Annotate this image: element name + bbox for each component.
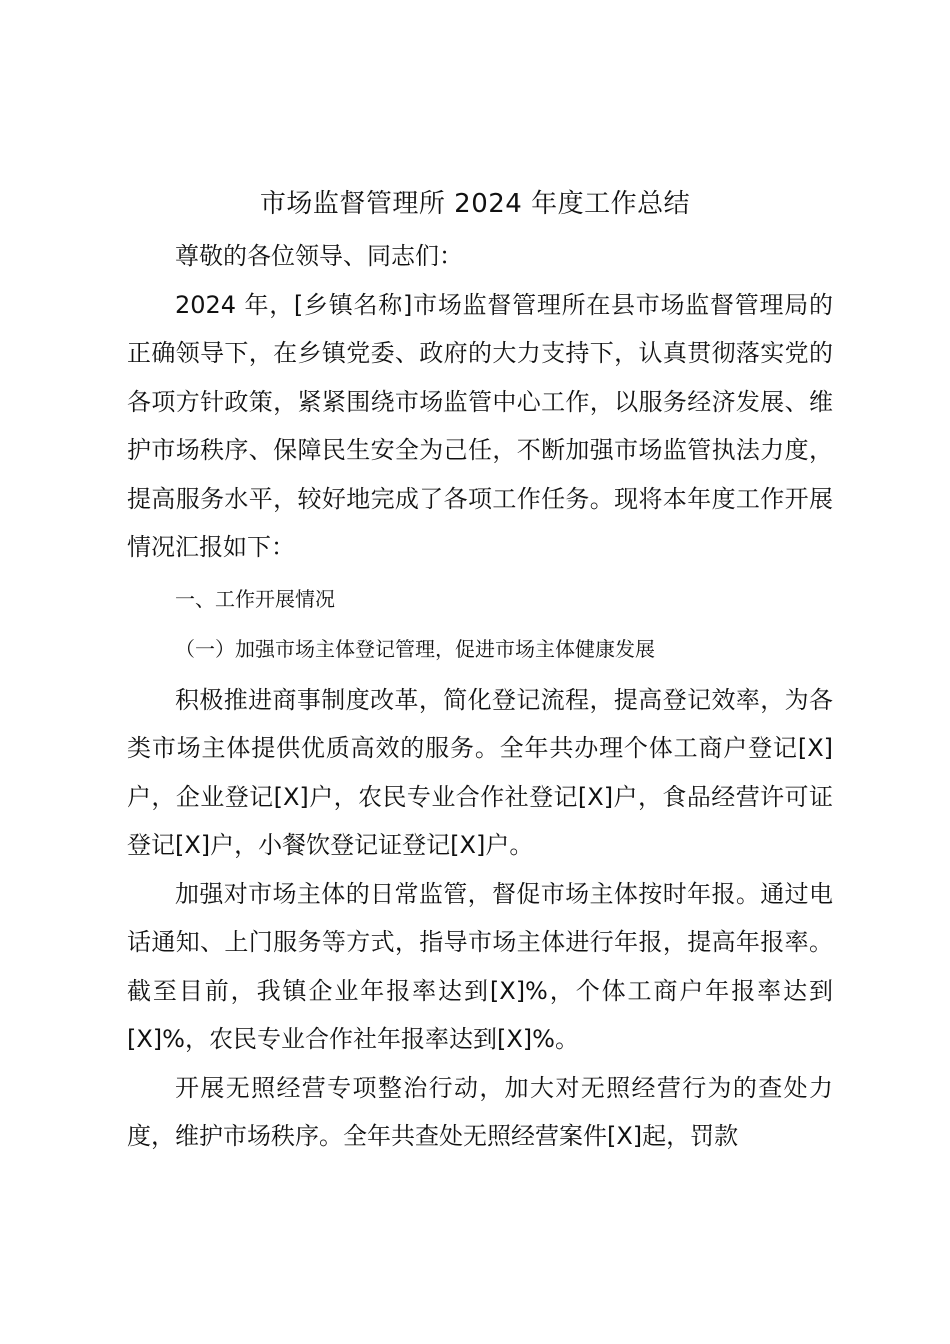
body-paragraph: 加强对市场主体的日常监管，督促市场主体按时年报。通过电话通知、上门服务等方式，指导市场主体进行年报，提高年报率。截至目前，我镇企业年报率达到[X]%，个体工商户年报率达到[X]%，农民专业合作社年报率达到[X]%。: [127, 879, 833, 1053]
intro-paragraph: 2024 年，[乡镇名称]市场监督管理所在县市场监督管理局的正确领导下，在乡镇党委、政府的大力支持下，认真贯彻落实党的各项方针政策，紧紧围绕市场监管中心工作，以服务经济发展、维护市场秩序、保障民生安全为己任，不断加强市场监管执法力度，提高服务水平，较好地完成了各项工作任务。现将本年度工作开展情况汇报如下：: [127, 290, 833, 561]
document-title: 市场监督管理所 2024 年度工作总结: [259, 189, 691, 219]
body-paragraph: 开展无照经营专项整治行动，加大对无照经营行为的查处力度，维护市场秩序。全年共查处无照经营案件[X]起，罚款: [127, 1073, 833, 1150]
body-paragraph: 积极推进商事制度改革，简化登记流程，提高登记效率，为各类市场主体提供优质高效的服务。全年共办理个体工商户登记[X]户，企业登记[X]户，农民专业合作社登记[X]户，食品经营许可证登记[X]户，小餐饮登记证登记[X]户。: [127, 685, 833, 859]
section-heading: 一、工作开展情况: [175, 586, 335, 611]
salutation: 尊敬的各位领导、同志们：: [175, 242, 463, 270]
subsection-heading: （一）加强市场主体登记管理，促进市场主体健康发展: [175, 636, 655, 661]
document-body: [127, 232, 833, 1161]
